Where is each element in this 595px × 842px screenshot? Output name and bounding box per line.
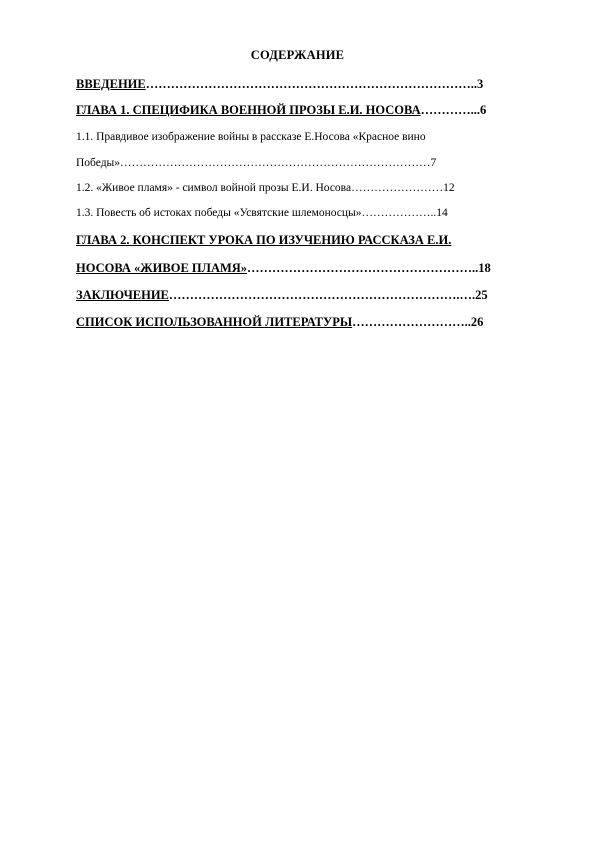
- toc-entry-leader-page: ………………………..26: [352, 315, 484, 329]
- toc-entry-leader-page: ………………………………………………………………………7: [120, 157, 437, 169]
- toc-entry-leader-page: ………………..14: [361, 207, 448, 219]
- toc-entry-leader-page: …………...6: [420, 103, 487, 117]
- toc-entry-leader-page: ………………………………………………..18: [247, 261, 491, 275]
- toc-entry-label: ГЛАВА 1. СПЕЦИФИКА ВОЕННОЙ ПРОЗЫ Е.И. НОСОВА: [76, 103, 421, 117]
- toc-entry-label: Победы»: [76, 157, 121, 169]
- toc-entry-label: ГЛАВА 2. КОНСПЕКТ УРОКА ПО ИЗУЧЕНИЮ РАССКАЗА Е.И.: [76, 233, 452, 247]
- toc-entry-leader-page: ……………………12: [351, 182, 455, 194]
- toc-entry-leader-page: ……………………………………………………………………..3: [145, 77, 484, 91]
- toc-entry-chapter-2-cont: [76, 261, 491, 276]
- toc-entry-label: 1.3. Повесть об истоках победы «Усвятские шлемоносцы»: [76, 207, 362, 219]
- toc-entry-label: ЗАКЛЮЧЕНИЕ: [76, 288, 169, 302]
- toc-entry-chapter-2: [76, 233, 451, 248]
- toc-entry-introduction: [76, 77, 483, 92]
- toc-entry-chapter-1: [76, 103, 486, 118]
- toc-entry-section-1-1-cont: [76, 157, 436, 169]
- toc-entry-label: ВВЕДЕНИЕ: [76, 77, 146, 91]
- toc-entry-label: 1.2. «Живое пламя» - символ войной прозы Е.И. Носова: [76, 182, 352, 194]
- toc-entry-label: СПИСОК ИСПОЛЬЗОВАННОЙ ЛИТЕРАТУРЫ: [76, 315, 353, 329]
- toc-entry-section-1-3: [76, 207, 448, 219]
- toc-entry-conclusion: [76, 288, 488, 303]
- toc-title: СОДЕРЖАНИЕ: [250, 48, 345, 62]
- toc-entry-leader-page: …………………………………………………………….….25: [168, 288, 488, 302]
- toc-entry-bibliography: [76, 315, 483, 330]
- toc-entry-label: 1.1. Правдивое изображение войны в рассказе Е.Носова «Красное вино: [76, 131, 426, 143]
- toc-entry-section-1-2: [76, 182, 455, 194]
- toc-entry-label: НОСОВА «ЖИВОЕ ПЛАМЯ»: [76, 261, 248, 275]
- toc-entry-section-1-1: [76, 131, 426, 143]
